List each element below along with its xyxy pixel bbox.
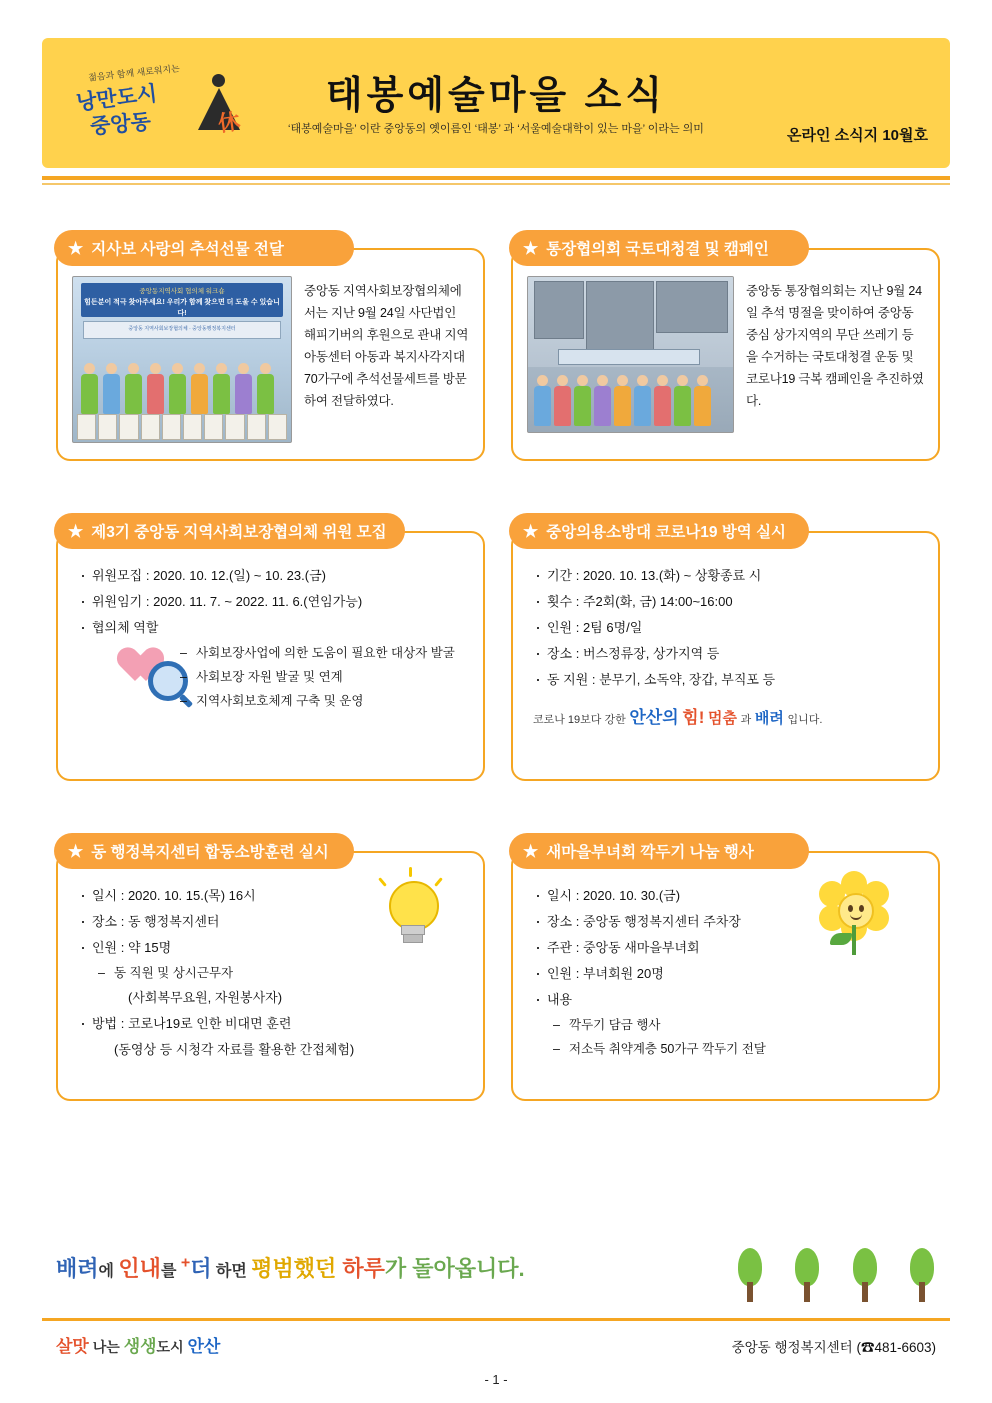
list-item: · 장소 : 동 행정복지센터 — [78, 909, 469, 935]
card-title-bar — [509, 833, 809, 869]
tree-icon — [908, 1248, 936, 1302]
slogan-word-7: 평범했던 — [251, 1256, 337, 1281]
tree-icon — [851, 1248, 879, 1302]
brand-word-3: 생생 — [123, 1337, 157, 1356]
article-bullet-list — [78, 883, 469, 1063]
slogan-word-4: 를 — [160, 1263, 181, 1280]
card-title-text: 동 행정복지센터 합동소방훈련 실시 — [91, 844, 329, 861]
slogan-word-8: 하루 — [342, 1256, 385, 1281]
issue-label: 온라인 소식지 10월호 — [787, 127, 928, 144]
brand-word-4: 도시 — [156, 1339, 188, 1355]
article-card-fire-drill — [56, 841, 485, 1101]
card-title-bar — [54, 230, 354, 266]
list-item: · 기간 : 2020. 10. 13.(화) ~ 상황종료 시 — [533, 563, 924, 589]
list-item: · 인원 : 부녀회원 20명 — [533, 961, 924, 987]
brand-word-1: 살맛 — [56, 1337, 89, 1356]
card-title-text: 새마을부녀회 깍두기 나눔 행사 — [546, 844, 754, 861]
list-item: · 일시 : 2020. 10. 30.(금) — [533, 883, 924, 909]
brand-word-2: 나는 — [88, 1339, 124, 1355]
slogan-him: 힘! — [682, 708, 705, 727]
header-divider-thin — [42, 183, 950, 185]
article-card-cleanup-campaign — [511, 238, 940, 461]
photo-people — [73, 350, 291, 442]
header-divider — [42, 176, 950, 180]
footer-slogan — [56, 1252, 525, 1283]
sub-item: – 저소득 취약계층 50가구 깍두기 전달 — [551, 1037, 924, 1061]
logo-main-text: 낭만도시 — [75, 82, 159, 115]
office-contact: 중앙동 행정복지센터 (☎481-6603) — [731, 1340, 936, 1355]
list-item: · 장소 : 중앙동 행정복지센터 주차장 — [533, 909, 924, 935]
slogan-care: 배려 — [754, 710, 784, 727]
slogan-word-6: 하면 — [211, 1263, 252, 1280]
sub-item: – 사회보장사업에 의한 도움이 필요한 대상자 발굴 — [178, 641, 469, 665]
article-bullet-list — [533, 883, 924, 1061]
list-item: · 장소 : 버스정류장, 상가지역 등 — [533, 641, 924, 667]
slogan-word-5: 더 — [190, 1256, 212, 1281]
page-title: 태봉예술마을 소식 — [325, 75, 667, 117]
logo-sub-text: 중앙동 — [89, 110, 152, 139]
article-sub-list — [96, 961, 469, 985]
article-card-covid-disinfection — [511, 521, 940, 781]
list-item: · 인원 : 약 15명 – 동 직원 및 상시근무자 (사회복무요원, 자원봉사자) — [78, 935, 469, 1011]
covid-slogan — [527, 703, 924, 728]
slogan-word-9: 가 돌아옵니다. — [384, 1256, 525, 1281]
article-bullet-list — [78, 563, 469, 713]
card-title-text: 지사보 사랑의 추석선물 전달 — [91, 241, 284, 258]
list-item: · 협의체 역할 – 사회보장사업에 의한 도움이 필요한 대상자 발굴 – 사회보장 자원 발굴 및 연계 – 지역사회보호체계 구축 및 운영 — [78, 615, 469, 713]
page-header — [42, 38, 950, 168]
article-card-chuseok-gift — [56, 238, 485, 461]
slogan-ansan: 안산의 — [629, 708, 679, 727]
card-title-text: 제3기 중앙동 지역사회보장협의체 위원 모집 — [91, 524, 387, 541]
tree-icon — [793, 1248, 821, 1302]
list-item: · 위원모집 : 2020. 10. 12.(일) ~ 10. 23.(금) — [78, 563, 469, 589]
gift-boxes — [77, 414, 287, 440]
photo-caption: 중앙동 지역사회보장협의체 · 중앙동행정복지센터 — [83, 321, 281, 339]
list-item: · 동 지원 : 분무기, 소독약, 장갑, 부직포 등 — [533, 667, 924, 693]
list-item: · 방법 : 코로나19로 인한 비대면 훈련 (동영상 등 시청각 자료를 활용한 간접체험) — [78, 1011, 469, 1063]
list-item: · 내용 – 깍두기 담금 행사 – 저소득 취약계층 50가구 깍두기 전달 — [533, 987, 924, 1061]
list-item: · 주관 : 중앙동 새마을부녀회 — [533, 935, 924, 961]
card-title-bar — [54, 513, 405, 549]
article-photo — [527, 276, 734, 433]
slogan-word-2: 에 — [98, 1263, 119, 1280]
slogan-plus: + — [180, 1254, 191, 1272]
sub-note: (동영상 등 시청각 자료를 활용한 간접체험) — [114, 1042, 355, 1057]
slogan-and: 과 — [740, 714, 752, 726]
list-item: · 인원 : 2팀 6명/일 — [533, 615, 924, 641]
photo-banner-line2: 힘든분이 적극 찾아주세요! 우리가 함께 찾으면 더 도울 수 있습니다! — [84, 299, 280, 317]
footer-divider — [42, 1318, 950, 1321]
list-item: · 일시 : 2020. 10. 15.(목) 16시 — [78, 883, 469, 909]
sub-note: (사회복무요원, 자원봉사자) — [128, 990, 283, 1005]
logo-tagline: 젊음과 함께 새로워지는 — [87, 63, 181, 83]
tree-icon — [736, 1248, 764, 1302]
article-row-2 — [56, 521, 940, 781]
article-sub-list — [178, 641, 469, 713]
star-icon: ★ — [68, 521, 84, 541]
star-icon: ★ — [523, 521, 539, 541]
list-item: · 횟수 : 주2회(화, 금) 14:00~16:00 — [533, 589, 924, 615]
brand-word-5: 안산 — [187, 1337, 221, 1356]
list-item: · 위원임기 : 2020. 11. 7. ~ 2022. 11. 6.(연임가능) — [78, 589, 469, 615]
slogan-post: 입니다. — [787, 714, 823, 726]
sub-item: – 동 직원 및 상시근무자 — [96, 961, 469, 985]
article-body: 중앙동 지역사회보장협의체에서는 지난 9월 24일 사단법인 해피기버의 후원으로 관내 지역아동센터 아동과 복지사각지대 70가구에 추석선물세트를 방문하여 전달하였다. — [304, 284, 469, 408]
slogan-pre: 코로나 19보다 강한 — [533, 714, 626, 726]
article-sub-list — [551, 1013, 924, 1061]
article-grid — [56, 238, 940, 1171]
article-row-3 — [56, 841, 940, 1101]
card-title-bar — [54, 833, 354, 869]
article-card-committee-recruit — [56, 521, 485, 781]
photo-banner-line1: 중앙동지역사회 협의체 워크숍 — [139, 288, 225, 295]
article-row-1 — [56, 238, 940, 461]
card-title-text: 중앙의용소방대 코로나19 방역 실시 — [546, 524, 787, 541]
sub-item: – 사회보장 자원 발굴 및 연계 — [178, 665, 469, 689]
logo-rest-character: 休 — [216, 108, 242, 137]
card-title-text: 통장협의회 국토대청결 및 캠페인 — [546, 241, 769, 258]
slogan-word-3: 인내 — [118, 1256, 161, 1281]
card-title-bar — [509, 513, 809, 549]
photo-banner — [81, 283, 283, 317]
page-subtitle: ‘태봉예술마을’ 이란 중앙동의 옛이름인 ‘태봉’ 과 ‘서울예술대학이 있는 마을’ 이라는 의미 — [288, 123, 704, 135]
slogan-word-1: 배려 — [56, 1256, 99, 1281]
article-photo — [72, 276, 292, 443]
article-bullet-list — [533, 563, 924, 693]
article-card-kkakdugi-sharing — [511, 841, 940, 1101]
star-icon: ★ — [523, 841, 539, 861]
star-icon: ★ — [68, 238, 84, 258]
city-brand — [56, 1332, 220, 1357]
page-number: - 1 - — [484, 1372, 508, 1387]
card-title-bar — [509, 230, 809, 266]
article-body: 중앙동 통장협의회는 지난 9월 24일 추석 명절을 맞이하여 중앙동 중심 상가지역의 무단 쓰레기 등을 수거하는 국토대청결 운동 및 코로나19 극복 캠페인을 추진하였다. — [746, 284, 924, 408]
slogan-stop: 멈춤 — [707, 710, 737, 727]
tree-decoration — [736, 1248, 936, 1304]
sub-item: – 지역사회보호체계 구축 및 운영 — [178, 689, 469, 713]
star-icon: ★ — [68, 841, 84, 861]
sub-item: – 깍두기 담금 행사 — [551, 1013, 924, 1037]
star-icon: ★ — [523, 238, 539, 258]
